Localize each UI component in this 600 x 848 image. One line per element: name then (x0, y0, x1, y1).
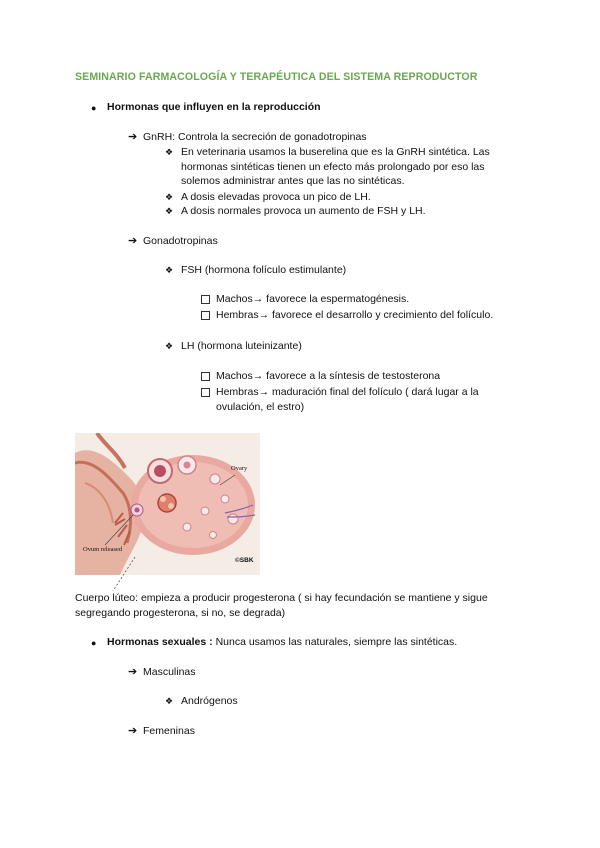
gnrh-point: En veterinaria usamos la buserelina que es la GnRH sintética. Las hormonas sintéticas tienen un efecto más prolongado por eso las solemos administrar antes que las no sintéticas. (181, 146, 490, 187)
gnrh-label: GnRH: Controla la secreción de gonadotropinas (143, 131, 367, 143)
diamond-icon: ❖ (165, 696, 174, 706)
diamond-icon: ❖ (165, 265, 174, 275)
ovary-illustration (75, 433, 260, 575)
fsh-label: FSH (hormona folículo estimulante) (181, 264, 347, 276)
gonadotropinas-label: Gonadotropinas (143, 235, 218, 247)
fsh-item: Hembras→ favorece el desarrollo y crecimiento del folículo. (216, 309, 494, 321)
femeninas-label: Femeninas (143, 725, 195, 737)
pointer-line-icon (110, 555, 140, 595)
sexuales-heading-bold: Hormonas sexuales : (107, 636, 213, 648)
ovary-drawing-icon (75, 433, 260, 575)
section-heading-sexuales (107, 636, 457, 648)
bullet-icon: ● (91, 103, 97, 113)
diamond-icon: ❖ (165, 341, 174, 351)
diamond-icon: ❖ (165, 147, 174, 157)
sexuales-heading-text: Nunca usamos las naturales, siempre las sintéticas. (215, 636, 458, 648)
diamond-icon: ❖ (165, 192, 174, 202)
fsh-item: Machos→ favorece la espermatogénesis. (216, 293, 410, 305)
masculinas-label: Masculinas (143, 666, 196, 678)
checkbox-icon[interactable] (201, 295, 210, 304)
ovary-label: Ovary (231, 465, 248, 472)
bullet-icon: ● (91, 638, 97, 648)
checkbox-icon[interactable] (201, 311, 210, 320)
gnrh-point: A dosis normales provoca un aumento de FSH y LH. (181, 205, 426, 217)
section-heading-hormonas: Hormonas que influyen en la reproducción (107, 101, 321, 113)
lh-label: LH (hormona luteinizante) (181, 340, 302, 352)
credit-label: ©SBK (235, 557, 254, 564)
lh-item: Machos→ favorece a la síntesis de testosterona (216, 370, 441, 382)
arrow-icon: ➔ (128, 235, 138, 247)
ovum-label: Ovum released (83, 546, 123, 553)
page-title: SEMINARIO FARMACOLOGÍA Y TERAPÉUTICA DEL SISTEMA REPRODUCTOR (75, 71, 478, 83)
gnrh-point: A dosis elevadas provoca un pico de LH. (181, 191, 371, 203)
arrow-icon: ➔ (128, 131, 138, 143)
checkbox-icon[interactable] (201, 372, 210, 381)
arrow-icon: ➔ (128, 666, 138, 678)
checkbox-icon[interactable] (201, 388, 210, 397)
corpus-luteum-caption: Cuerpo lúteo: empieza a producir progesterona ( si hay fecundación se mantiene y sigue segregando progesterona, si no, se degrada) (75, 592, 488, 619)
arrow-icon: ➔ (128, 725, 138, 737)
lh-item: Hembras→ maduración final del folículo ( dará lugar a la ovulación, el estro) (216, 386, 479, 413)
androgenos-label: Andrógenos (181, 695, 238, 707)
diamond-icon: ❖ (165, 206, 174, 216)
